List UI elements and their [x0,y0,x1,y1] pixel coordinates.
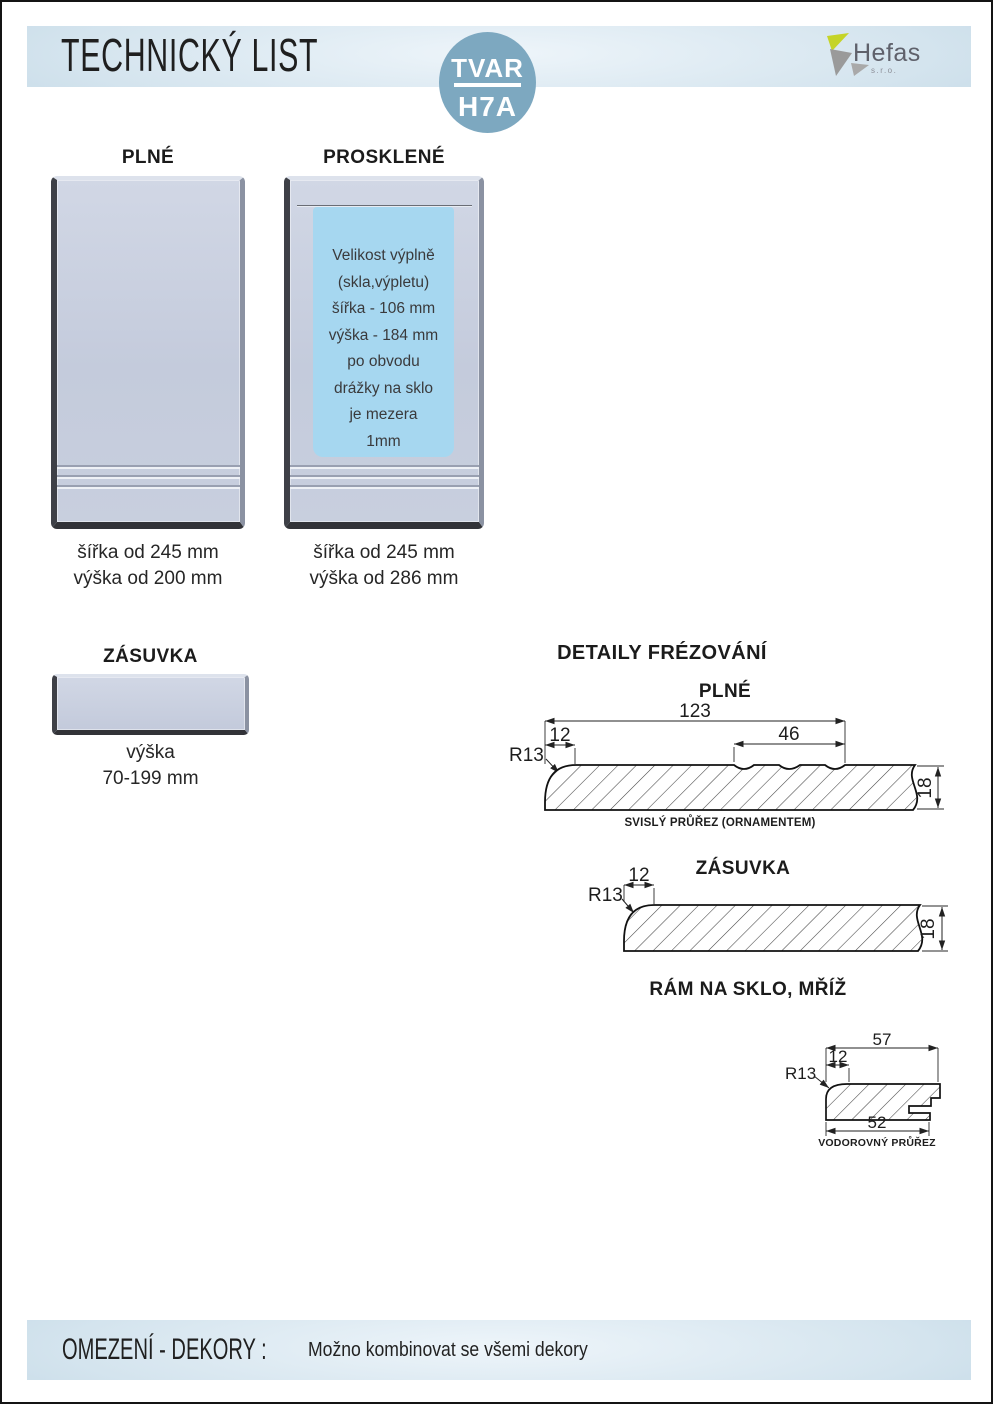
panel-prosklene-title: PROSKLENÉ [323,147,445,168]
details-ram-title: RÁM NA SKLO, MŘÍŽ [649,979,847,1000]
dimension-line-text: výška od 286 mm [309,568,459,589]
dim-r13: R13 [785,1064,817,1083]
footer-text: Možno kombinovat se všemi dekory [307,1338,588,1361]
dimension-line-text: výška od 200 mm [73,568,223,589]
drawing-caption: VODOROVNÝ PRŮŘEZ [818,1137,936,1149]
panel-prosklene-dimensions [284,540,484,592]
glass-note-line: 1mm [366,432,401,450]
dim-12: 12 [628,865,650,886]
panel-groove [290,475,479,479]
dimension-line-text: šířka od 245 mm [313,542,455,563]
panel-plne [51,176,245,529]
dim-12: 12 [549,725,571,746]
glass-note-line: (skla,výpletu) [337,273,430,291]
panel-groove [290,485,479,489]
drawing-caption: SVISLÝ PRŮŘEZ (ORNAMENTEM) [624,817,816,829]
dim-r13: R13 [509,745,544,766]
dim-18: 18 [915,777,936,799]
dim-52: 52 [867,1113,887,1132]
drawing-zasuvka-cross-section [577,857,972,962]
glass-note-line: je mezera [349,406,418,423]
dim-18: 18 [918,918,939,940]
drawer-front [52,674,249,735]
logo-triangle-green [827,33,849,51]
glass-note-line: šířka - 106 mm [331,300,436,317]
drawing-plne-cross-section [497,700,962,832]
footer-label: OMEZENÍ - DEKORY : [62,1333,267,1366]
glass-note-line: po obvodu [347,353,420,370]
profile-cross-section [624,905,922,951]
details-plne-title: PLNÉ [698,681,752,702]
details-section-title: DETAILY FRÉZOVÁNÍ [557,642,767,664]
panel-groove [57,465,240,469]
drawing-ram-cross-section [777,1030,992,1152]
page-title: TECHNICKÝ LIST [61,28,319,81]
details-zasuvka-title: ZÁSUVKA [695,858,791,879]
hefas-logo [822,33,932,81]
drawer-title: ZÁSUVKA [103,646,198,667]
logo-brand-text: Hefas [853,39,921,67]
shape-badge-label: TVAR [451,53,524,83]
dimension-line-text: výška [126,742,175,763]
drawer-dimensions [52,740,249,792]
glass-note-line: výška - 184 mm [328,326,439,344]
glass-note-line: drážky na sklo [333,379,434,397]
shape-badge-code: H7A [457,91,517,122]
logo-suffix-text: s.r.o. [871,66,898,75]
panel-groove [290,465,479,469]
dim-123: 123 [679,701,711,722]
panel-groove [57,475,240,479]
glass-note [313,207,454,455]
panel-prosklene [284,176,484,529]
dim-r13: R13 [588,885,623,906]
dim-12: 12 [828,1047,848,1066]
dimension-line-text: 70-199 mm [102,768,199,789]
panel-plne-title: PLNÉ [121,147,175,168]
logo-triangle-gray-large [830,49,852,76]
glass-area [313,207,454,457]
shape-badge [439,32,536,133]
dim-46: 46 [778,724,800,745]
panel-plne-dimensions [51,540,245,592]
footer-bar [27,1320,971,1380]
dim-57: 57 [872,1030,892,1049]
dimension-line-text: šířka od 245 mm [77,542,219,563]
badge-divider [454,83,521,87]
profile-cross-section [545,765,917,810]
panel-groove [57,485,240,489]
glass-note-line: Velikost výplně [332,247,435,264]
